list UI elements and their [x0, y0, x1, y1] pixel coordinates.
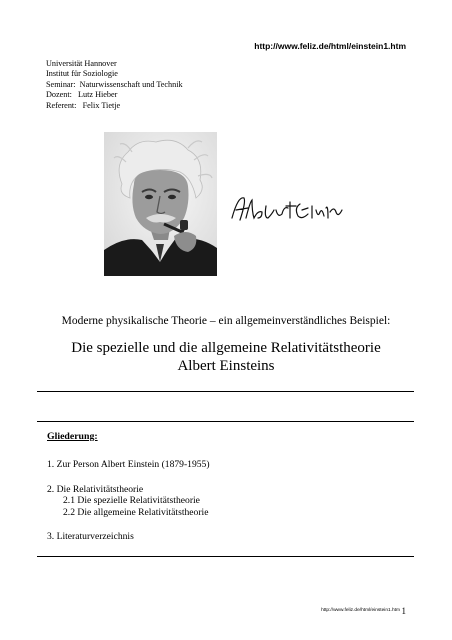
outline-item-1: 1. Zur Person Albert Einstein (1879-1955)	[47, 459, 210, 470]
info-line-seminar: Seminar: Naturwissenschaft und Technik	[46, 79, 183, 89]
divider-outline-bottom	[37, 556, 414, 557]
outline-heading: Gliederung:	[47, 431, 98, 442]
document-subtitle: Moderne physikalische Theorie – ein allgemeinverständliches Beispiel:	[61, 315, 391, 327]
outline-item-3: 3. Literaturverzeichnis	[47, 531, 134, 542]
info-line-institute: Institut für Soziologie	[46, 69, 118, 79]
page-number: 1	[401, 606, 406, 616]
header-url: http://www.feliz.de/html/einstein1.htm	[254, 41, 406, 51]
divider-outline-top	[37, 421, 414, 422]
info-line-university: Universität Hannover	[46, 59, 117, 68]
institution-info	[46, 59, 183, 111]
info-line-lecturer: Dozent: Lutz Hieber	[46, 90, 118, 100]
outline-item-2-2: 2.2 Die allgemeine Relativitätstheorie	[63, 507, 209, 518]
outline-item-2: 2. Die Relativitätstheorie	[47, 484, 144, 495]
title-line-1: Die spezielle und die allgemeine Relativitätstheorie	[71, 340, 381, 356]
divider-top	[37, 391, 414, 392]
einstein-portrait-photo	[104, 132, 217, 276]
document-title	[0, 339, 452, 375]
info-line-presenter: Referent: Felix Tietje	[46, 100, 121, 110]
outline-item-2-1: 2.1 Die spezielle Relativitätstheorie	[63, 495, 200, 506]
footer-url: http://www.feliz.de/html/einstein1.htm	[321, 608, 400, 613]
title-line-2: Albert Einsteins	[177, 358, 275, 374]
signature-image	[228, 192, 346, 226]
portrait-illustration	[104, 132, 217, 276]
